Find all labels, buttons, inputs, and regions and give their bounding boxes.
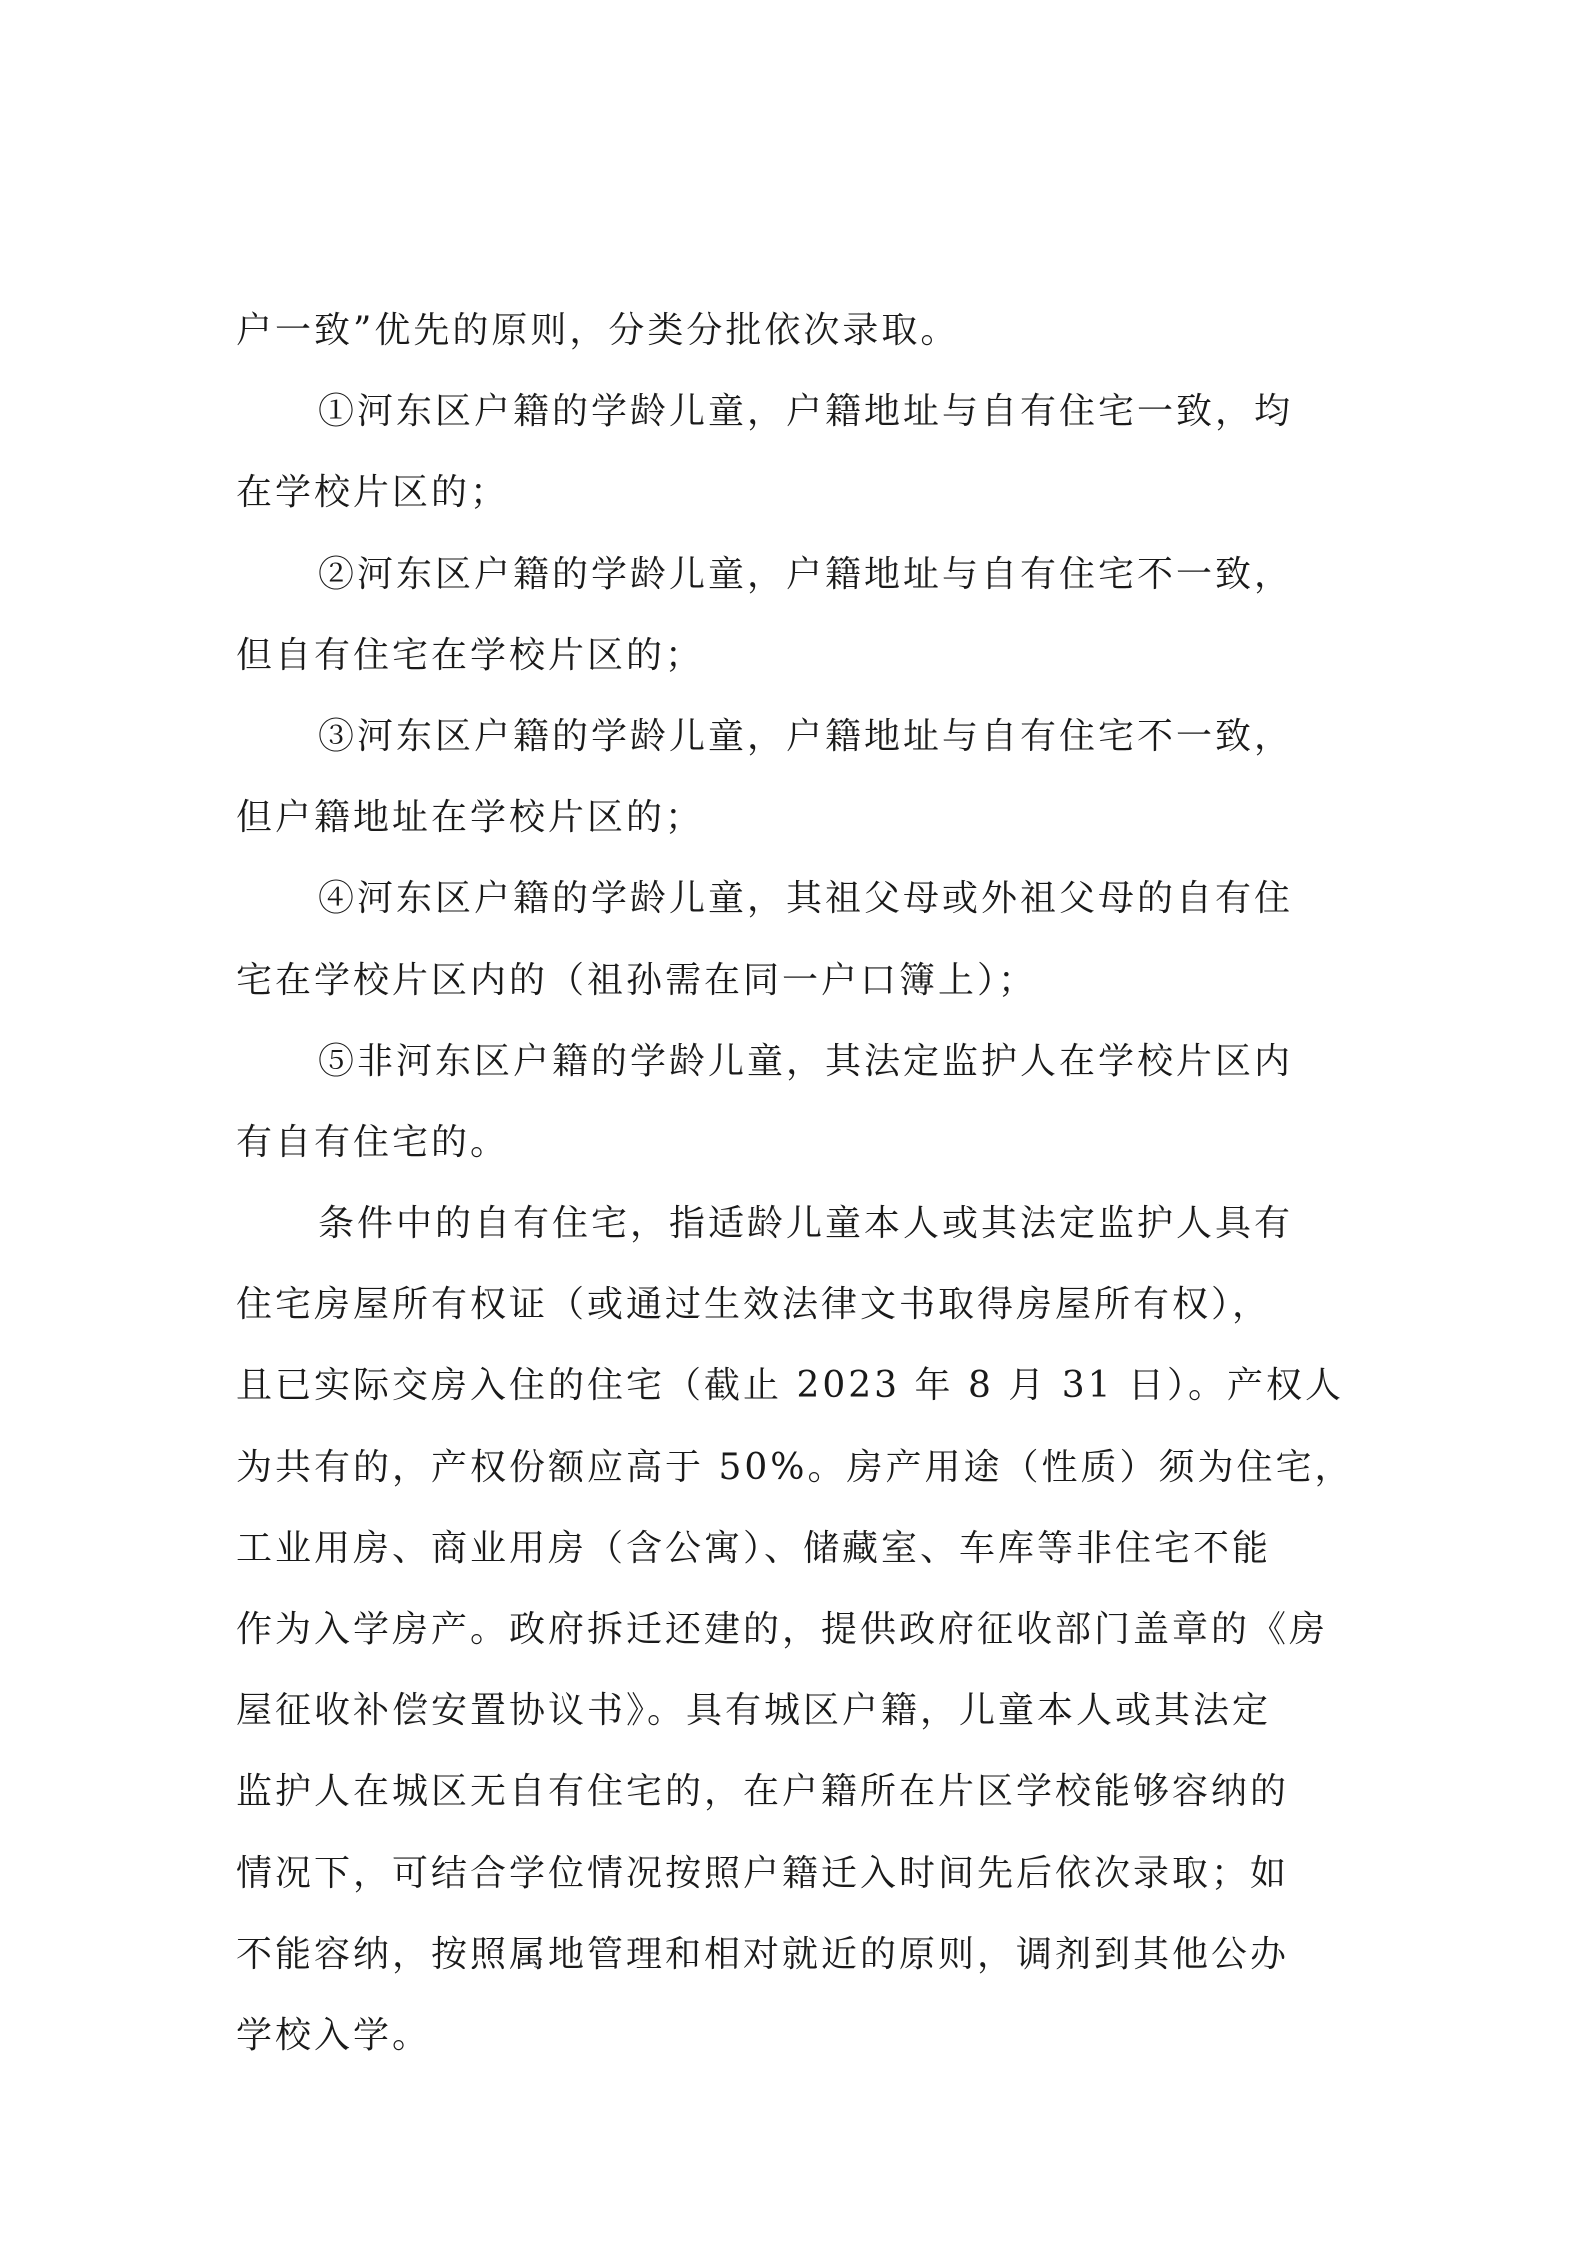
paragraph-line: 作为入学房产。政府拆迁还建的，提供政府征收部门盖章的《房	[236, 1609, 1329, 1650]
document-body	[236, 290, 1378, 2076]
paragraph-line: 工业用房、商业用房（含公寓）、储藏室、车库等非住宅不能	[236, 1527, 1272, 1569]
list-item-5: ⑤非河东区户籍的学龄儿童，其法定监护人在学校片区内	[318, 1040, 1294, 1082]
list-item-3-cont: 但户籍地址在学校片区的；	[236, 797, 705, 839]
list-item-2-cont: 但自有住宅在学校片区的；	[236, 634, 705, 676]
paragraph-line: 不能容纳，按照属地管理和相对就近的原则，调剂到其他公办	[236, 1933, 1290, 1975]
list-item-2: ②河东区户籍的学龄儿童，户籍地址与自有住宅不一致，	[318, 553, 1294, 595]
paragraph-line: 且已实际交房入住的住宅（截止 2023 年 8 月 31 日）。产权人	[236, 1365, 1344, 1407]
list-item-4-cont: 宅在学校片区内的（祖孙需在同一户口簿上）；	[236, 959, 1038, 1001]
list-item-1: ①河东区户籍的学龄儿童，户籍地址与自有住宅一致，均	[318, 391, 1294, 433]
text-line: 户一致”优先的原则，分类分批依次录取。	[236, 310, 960, 351]
paragraph-line: 学校入学。	[236, 2014, 432, 2056]
paragraph-line: 住宅房屋所有权证（或通过生效法律文书取得房屋所有权），	[236, 1284, 1272, 1326]
list-item-5-cont: 有自有住宅的。	[236, 1121, 510, 1163]
list-item-4: ④河东区户籍的学龄儿童，其祖父母或外祖父母的自有住	[318, 878, 1294, 920]
paragraph-line: 屋征收补偿安置协议书》。具有城区户籍，儿童本人或其法定	[236, 1690, 1272, 1732]
paragraph-line: 为共有的，产权份额应高于 50%。房产用途（性质）须为住宅，	[236, 1446, 1354, 1488]
list-item-1-cont: 在学校片区的；	[236, 472, 510, 514]
paragraph-line: 情况下，可结合学位情况按照户籍迁入时间先后依次录取；如	[236, 1852, 1290, 1894]
paragraph-line: 监护人在城区无自有住宅的，在户籍所在片区学校能够容纳的	[236, 1771, 1290, 1813]
list-item-3: ③河东区户籍的学龄儿童，户籍地址与自有住宅不一致，	[318, 715, 1294, 757]
paragraph-line: 条件中的自有住宅，指适龄儿童本人或其法定监护人具有	[318, 1203, 1294, 1245]
